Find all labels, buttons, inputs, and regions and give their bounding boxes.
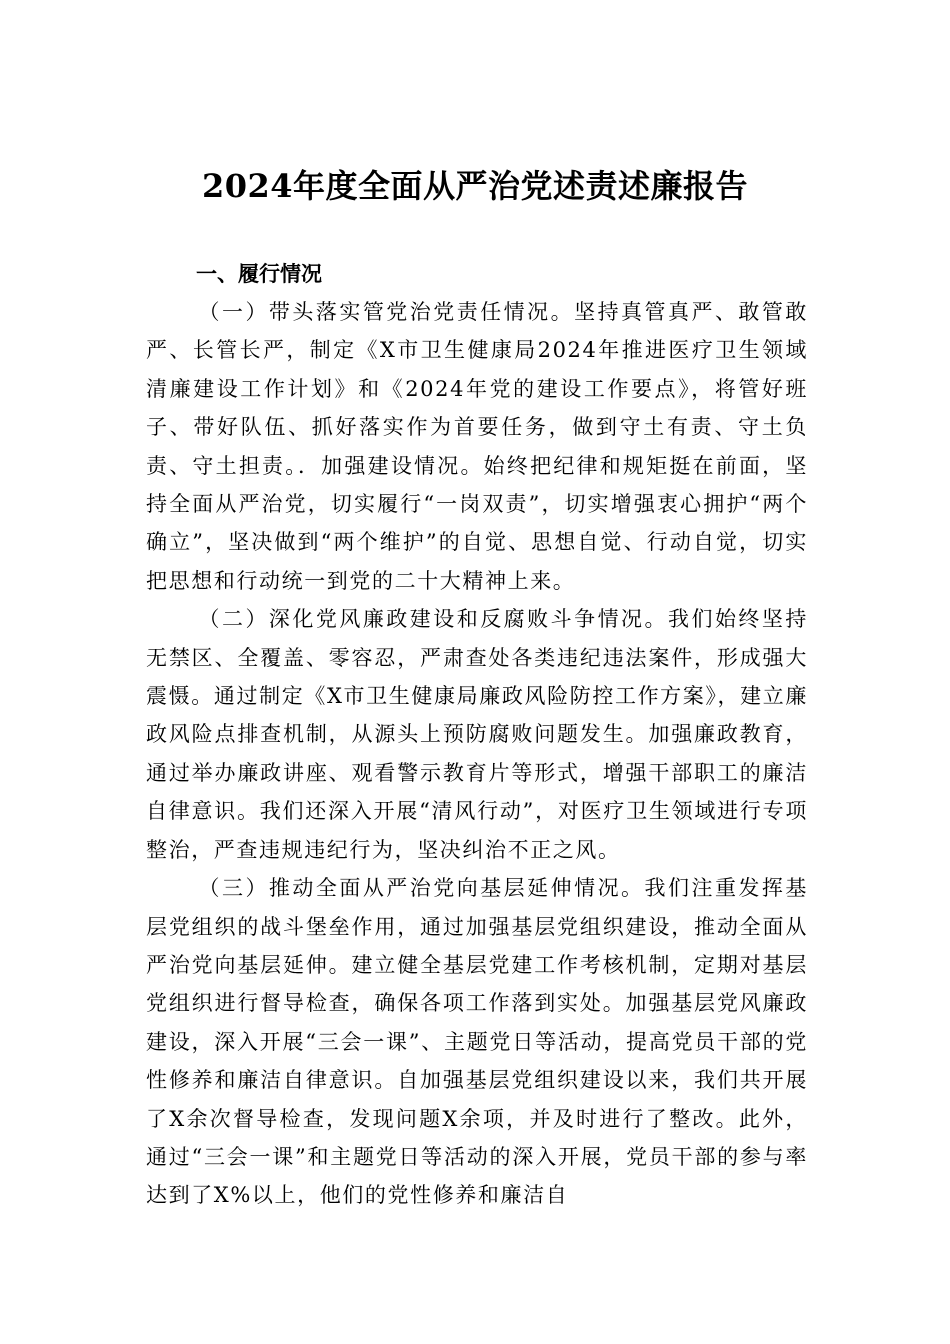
paragraph-1: （一）带头落实管党治党责任情况。坚持真管真严、敢管敢严、长管长严，制定《X市卫生健康局2024年推进医疗卫生领域清廉建设工作计划》和《2024年党的建设工作要点》，将管好班子、带好队伍、抓好落实作为首要任务，做到守土有责、守土负责、守土担责。．加强建设情况。始终把纪律和规矩挺在前面，坚持全面从严治党，切实履行“一岗双责”，切实增强衷心拥护“两个确立”，坚决做到“两个维护”的自觉、思想自觉、行动自觉，切实把思想和行动统一到党的二十大精神上来。 (146, 300, 808, 593)
section-heading: 一、履行情况 (196, 262, 322, 286)
paragraph-2: （二）深化党风廉政建设和反腐败斗争情况。我们始终坚持无禁区、全覆盖、零容忍，严肃查处各类违纪违法案件，形成强大震慑。通过制定《X市卫生健康局廉政风险防控工作方案》，建立廉政风险点排查机制，从源头上预防腐败问题发生。加强廉政教育，通过举办廉政讲座、观看警示教育片等形式，增强干部职工的廉洁自律意识。我们还深入开展“清风行动”，对医疗卫生领域进行专项整治，严查违规违纪行为，坚决纠治不正之风。 (146, 607, 808, 862)
document-body (146, 255, 808, 1215)
document-title: 2024年度全面从严治党述责述廉报告 (201, 167, 749, 205)
paragraph-3: （三）推动全面从严治党向基层延伸情况。我们注重发挥基层党组织的战斗堡垒作用，通过加强基层党组织建设，推动全面从严治党向基层延伸。建立健全基层党建工作考核机制，定期对基层党组织进行督导检查，确保各项工作落到实处。加强基层党风廉政建设，深入开展“三会一课”、主题党日等活动，提高党员干部的党性修养和廉洁自律意识。自加强基层党组织建设以来，我们共开展了X余次督导检查，发现问题X余项，并及时进行了整改。此外，通过“三会一课”和主题党日等活动的深入开展，党员干部的参与率达到了X%以上，他们的党性修养和廉洁自 (146, 876, 808, 1208)
